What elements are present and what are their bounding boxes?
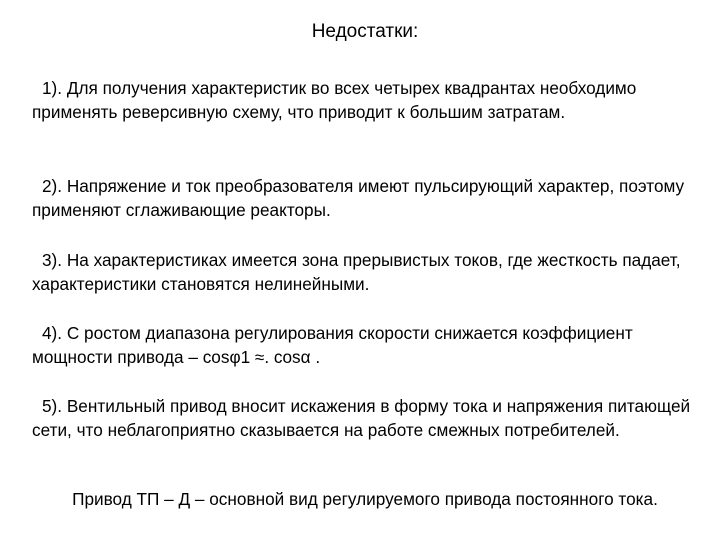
drawback-item-2: 2). Напряжение и ток преобразователя имеют пульсирующий характер, поэтому применяют сглаживающие реакторы. [32,176,685,220]
drawback-item-4: 4). С ростом диапазона регулирования скорости снижается коэффициент мощности привода – cosφ1 ≈. cosα . [32,323,633,367]
slide-title: Недостатки: [311,21,419,42]
drawback-item-1: 1). Для получения характеристик во всех четырех квадрантах необходимо применять реверсивную схему, что приводит к большим затратам. [32,78,637,122]
drawback-item-5: 5). Вентильный привод вносит искажения в форму тока и напряжения питающей сети, что неблагоприятно сказывается на работе смежных потребителей. [32,396,691,440]
conclusion-text: Привод ТП – Д – основной вид регулируемого привода постоянного тока. [72,489,658,509]
drawback-item-3: 3). На характеристиках имеется зона прерывистых токов, где жесткость падает, характеристики становятся нелинейными. [32,250,681,294]
